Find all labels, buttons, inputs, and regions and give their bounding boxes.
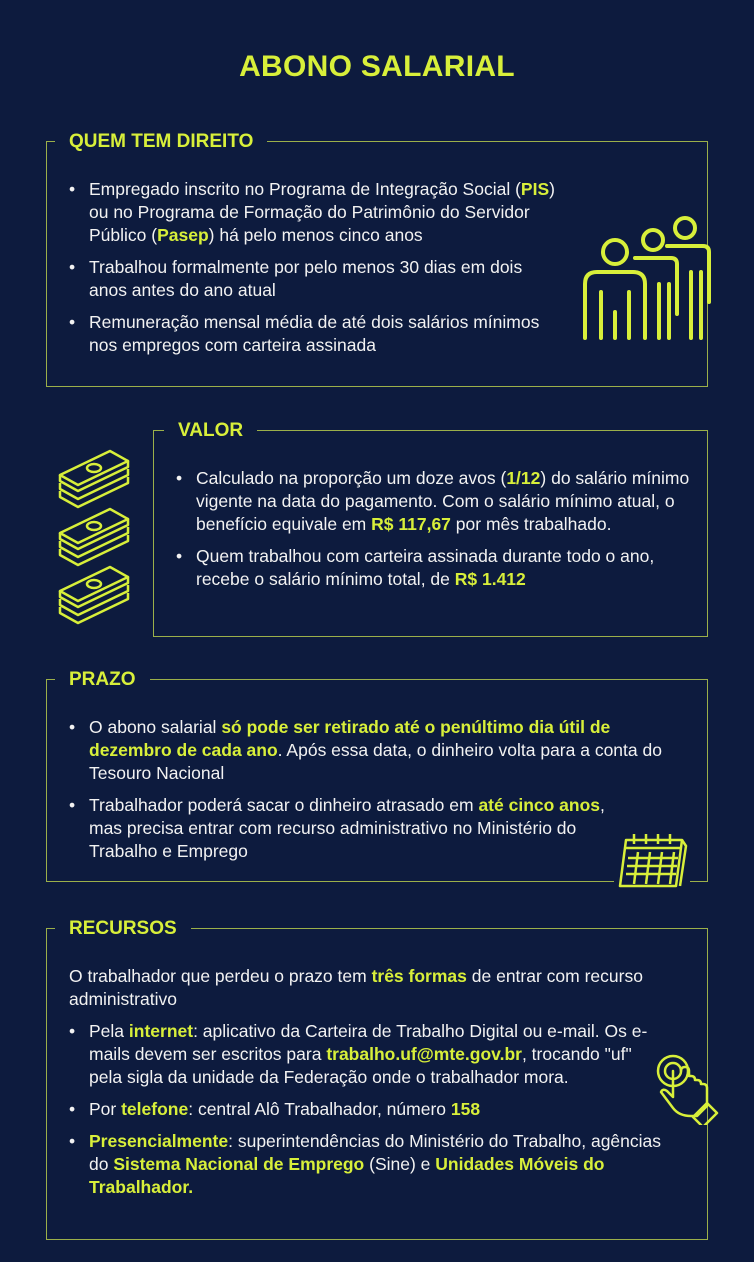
- touch-hand-icon: [647, 1049, 723, 1125]
- bullet-item: • Quem trabalhou com carteira assinada durante todo o ano, recebe o salário mínimo total, de R$ 1.412: [176, 545, 691, 591]
- bullet-item: • Por telefone: central Alô Trabalhador, número 158: [69, 1098, 669, 1121]
- bullet-item: • Empregado inscrito no Programa de Integração Social (PIS) ou no Programa de Formação do Patrimônio do Servidor Público (Pasep) há pelo menos cinco anos: [69, 178, 559, 247]
- page-title: ABONO SALARIAL: [239, 50, 515, 83]
- section-label: RECURSOS: [55, 918, 191, 940]
- bullet-item: • Trabalhador poderá sacar o dinheiro atrasado em até cinco anos, mas precisa entrar com recurso administrativo no Ministério do Trabalho e Emprego: [69, 794, 609, 863]
- section-label: QUEM TEM DIREITO: [55, 131, 267, 153]
- people-icon: [575, 212, 711, 340]
- bullet-item: • Trabalhou formalmente por pelo menos 30 dias em dois anos antes do ano atual: [69, 256, 559, 302]
- bullet-item: • Presencialmente: superintendências do Ministério do Trabalho, agências do Sistema Nacional de Emprego (Sine) e Unidades Móveis do Trabalhador.: [69, 1130, 669, 1199]
- bullet-item: • Remuneração mensal média de até dois salários mínimos nos empregos com carteira assinada: [69, 311, 559, 357]
- section-valor: [153, 420, 708, 637]
- section-prazo: [46, 669, 708, 882]
- calendar-icon: [614, 830, 690, 890]
- bullet-item: • Pela internet: aplicativo da Carteira de Trabalho Digital ou e-mail. Os e-mails devem ser escritos para trabalho.uf@mte.gov.br, trocando "uf" pela sigla da unidade da Federação onde o trabalhador mora.: [69, 1020, 669, 1089]
- bullet-item: • O abono salarial só pode ser retirado até o penúltimo dia útil de dezembro de cada ano. Após essa data, o dinheiro volta para a conta do Tesouro Nacional: [69, 716, 669, 785]
- section-recursos: [46, 918, 708, 1240]
- section-label: VALOR: [164, 420, 257, 442]
- section-quem-tem-direito: [46, 131, 708, 387]
- money-stack-icon: [56, 445, 132, 625]
- section-label: PRAZO: [55, 669, 150, 691]
- bullet-item: • Calculado na proporção um doze avos (1/12) do salário mínimo vigente na data do pagamento. Com o salário mínimo atual, o benefício equivale em R$ 117,67 por mês trabalhado.: [176, 467, 691, 536]
- recursos-intro: O trabalhador que perdeu o prazo tem três formas de entrar com recurso administrativo: [69, 966, 643, 1009]
